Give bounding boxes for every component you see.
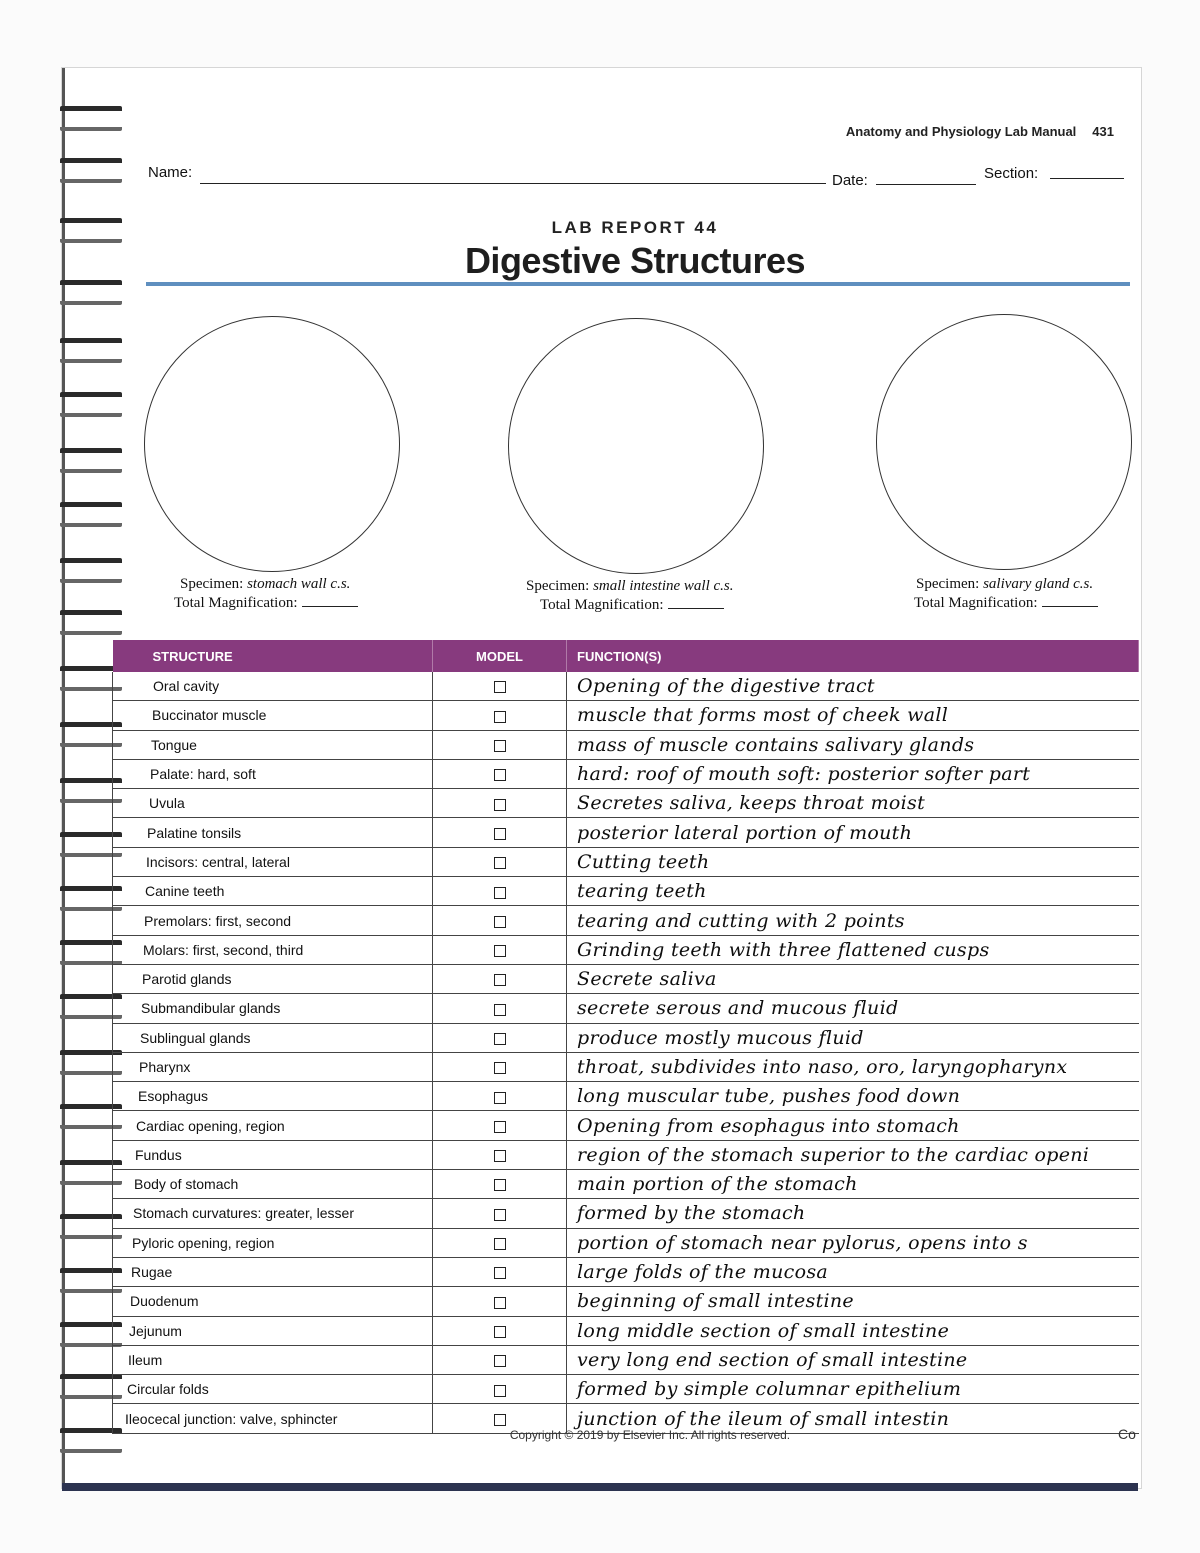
- specimen-circle-salivary-gland: [876, 314, 1132, 570]
- date-label: Date:: [832, 172, 868, 189]
- structure-cell: Uvula: [113, 789, 433, 818]
- function-cell[interactable]: hard: roof of mouth soft: posterior softer part: [567, 759, 1139, 788]
- model-checkbox[interactable]: [494, 857, 506, 869]
- table-row: [113, 730, 1139, 759]
- binder-ring: [60, 448, 122, 473]
- specimen-label: Specimen:: [916, 576, 980, 592]
- model-cell: [433, 789, 567, 818]
- function-cell[interactable]: portion of stomach near pylorus, opens into s: [567, 1228, 1139, 1257]
- table-row: [113, 701, 1139, 730]
- model-cell: [433, 1199, 567, 1228]
- section-field[interactable]: [1050, 178, 1124, 179]
- running-title: Anatomy and Physiology Lab Manual: [845, 124, 1077, 139]
- table-row: [113, 1111, 1139, 1140]
- function-cell[interactable]: Opening from esophagus into stomach: [567, 1111, 1139, 1140]
- model-checkbox[interactable]: [494, 916, 506, 928]
- binder-ring: [60, 338, 122, 363]
- table-row: [113, 759, 1139, 788]
- function-cell[interactable]: throat, subdivides into naso, oro, laryngopharynx: [567, 1052, 1139, 1081]
- binder-ring: [60, 558, 122, 583]
- specimen-label: Specimen:: [526, 578, 590, 594]
- structure-cell: Circular folds: [113, 1375, 433, 1404]
- structure-cell: Palatine tonsils: [113, 818, 433, 847]
- structure-cell: Sublingual glands: [113, 1023, 433, 1052]
- table-row: [113, 1228, 1139, 1257]
- model-cell: [433, 818, 567, 847]
- structure-cell: Ileocecal junction: valve, sphincter: [113, 1404, 433, 1433]
- title-rule: [146, 282, 1130, 286]
- model-checkbox[interactable]: [494, 974, 506, 986]
- table-row: [113, 994, 1139, 1023]
- model-checkbox[interactable]: [494, 1355, 506, 1367]
- table-row: [113, 847, 1139, 876]
- model-cell: [433, 906, 567, 935]
- function-cell[interactable]: muscle that forms most of cheek wall: [567, 701, 1139, 730]
- model-cell: [433, 1023, 567, 1052]
- structure-cell: Canine teeth: [113, 877, 433, 906]
- model-checkbox[interactable]: [494, 945, 506, 957]
- date-field[interactable]: [876, 184, 976, 185]
- function-cell[interactable]: Secrete saliva: [567, 964, 1139, 993]
- model-checkbox[interactable]: [494, 1033, 506, 1045]
- structure-cell: Duodenum: [113, 1287, 433, 1316]
- model-checkbox[interactable]: [494, 1004, 506, 1016]
- function-cell[interactable]: large folds of the mucosa: [567, 1257, 1139, 1286]
- function-cell[interactable]: posterior lateral portion of mouth: [567, 818, 1139, 847]
- model-cell: [433, 1111, 567, 1140]
- page-title: Digestive Structures: [464, 240, 806, 281]
- model-cell: [433, 1287, 567, 1316]
- function-cell[interactable]: long middle section of small intestine: [567, 1316, 1139, 1345]
- table-row: [113, 789, 1139, 818]
- model-cell: [433, 1257, 567, 1286]
- model-cell: [433, 994, 567, 1023]
- structure-cell: Stomach curvatures: greater, lesser: [113, 1199, 433, 1228]
- model-checkbox[interactable]: [494, 681, 506, 693]
- function-cell[interactable]: main portion of the stomach: [567, 1170, 1139, 1199]
- structure-cell: Body of stomach: [113, 1170, 433, 1199]
- model-cell: [433, 847, 567, 876]
- copyright-notice: Copyright © 2019 by Elsevier Inc. All rights reserved.: [509, 1428, 791, 1442]
- structure-cell: Esophagus: [113, 1082, 433, 1111]
- model-cell: [433, 730, 567, 759]
- table-row: [113, 1082, 1139, 1111]
- binder-ring: [60, 280, 122, 305]
- structure-cell: Premolars: first, second: [113, 906, 433, 935]
- model-checkbox[interactable]: [494, 1062, 506, 1074]
- structure-cell: Pharynx: [113, 1052, 433, 1081]
- specimen-circle-stomach: [144, 316, 400, 572]
- model-cell: [433, 1228, 567, 1257]
- structure-cell: Parotid glands: [113, 964, 433, 993]
- function-cell[interactable]: Cutting teeth: [567, 847, 1139, 876]
- specimen-caption-salivary-gland: [916, 575, 1098, 613]
- model-cell: [433, 964, 567, 993]
- model-checkbox[interactable]: [494, 799, 506, 811]
- model-cell: [433, 1082, 567, 1111]
- function-cell[interactable]: region of the stomach superior to the cardiac openi: [567, 1140, 1139, 1169]
- page-bottom-edge: [62, 1483, 1138, 1491]
- model-cell: [433, 1316, 567, 1345]
- structure-cell: Oral cavity: [113, 672, 433, 701]
- function-cell[interactable]: tearing and cutting with 2 points: [567, 906, 1139, 935]
- model-checkbox[interactable]: [494, 1238, 506, 1250]
- table-row: [113, 1257, 1139, 1286]
- model-checkbox[interactable]: [494, 1297, 506, 1309]
- model-column-header: MODEL: [433, 640, 567, 672]
- table-row: [113, 1052, 1139, 1081]
- magnification-label: Total Magnification:: [914, 595, 1038, 611]
- structures-table: [112, 640, 1138, 1434]
- table-row: [113, 1287, 1139, 1316]
- structure-cell: Tongue: [113, 730, 433, 759]
- cut-off-footer-text: Co: [1118, 1426, 1136, 1442]
- function-cell[interactable]: produce mostly mucous fluid: [567, 1023, 1139, 1052]
- table-row: [113, 1199, 1139, 1228]
- specimen-caption-stomach: [174, 575, 358, 613]
- table-row: [113, 877, 1139, 906]
- running-header: [846, 124, 1114, 139]
- table-row: [113, 964, 1139, 993]
- function-cell[interactable]: junction of the ileum of small intestin: [567, 1404, 1139, 1433]
- lab-report-label: LAB REPORT 44: [551, 218, 719, 237]
- model-checkbox[interactable]: [494, 1150, 506, 1162]
- model-checkbox[interactable]: [494, 711, 506, 723]
- model-cell: [433, 1140, 567, 1169]
- function-cell[interactable]: Grinding teeth with three flattened cusps: [567, 935, 1139, 964]
- table-row: [113, 1170, 1139, 1199]
- model-cell: [433, 672, 567, 701]
- model-checkbox[interactable]: [494, 1385, 506, 1397]
- magnification-field[interactable]: [668, 596, 724, 609]
- name-label: Name:: [148, 164, 193, 181]
- function-cell[interactable]: formed by simple columnar epithelium: [567, 1375, 1139, 1404]
- model-cell: [433, 1375, 567, 1404]
- model-checkbox[interactable]: [494, 887, 506, 899]
- specimen-label: Specimen:: [180, 576, 244, 592]
- function-cell[interactable]: very long end section of small intestine: [567, 1345, 1139, 1374]
- table-row: [113, 1023, 1139, 1052]
- binder-ring: [60, 502, 122, 527]
- function-cell[interactable]: tearing teeth: [567, 877, 1139, 906]
- model-checkbox[interactable]: [494, 1179, 506, 1191]
- table-row: [113, 1375, 1139, 1404]
- section-label: Section:: [984, 165, 1039, 182]
- function-cell[interactable]: secrete serous and mucous fluid: [567, 994, 1139, 1023]
- model-checkbox[interactable]: [494, 740, 506, 752]
- model-checkbox[interactable]: [494, 1326, 506, 1338]
- structure-cell: Palate: hard, soft: [113, 759, 433, 788]
- magnification-field[interactable]: [302, 594, 358, 607]
- model-cell: [433, 1170, 567, 1199]
- table-row: [113, 818, 1139, 847]
- function-cell[interactable]: beginning of small intestine: [567, 1287, 1139, 1316]
- model-checkbox[interactable]: [494, 1267, 506, 1279]
- function-cell[interactable]: Secretes saliva, keeps throat moist: [567, 789, 1139, 818]
- structure-cell: Rugae: [113, 1257, 433, 1286]
- specimen-name: small intestine wall c.s.: [593, 578, 734, 594]
- table-row: [113, 672, 1139, 701]
- model-cell: [433, 1345, 567, 1374]
- function-column-header: FUNCTION(S): [567, 640, 1139, 672]
- table-row: [113, 1345, 1139, 1374]
- function-cell[interactable]: formed by the stomach: [567, 1199, 1139, 1228]
- specimen-caption-small-intestine: [526, 577, 734, 615]
- binder-ring: [60, 158, 122, 183]
- magnification-label: Total Magnification:: [540, 597, 664, 613]
- structure-cell: Incisors: central, lateral: [113, 847, 433, 876]
- structure-cell: Molars: first, second, third: [113, 935, 433, 964]
- table-row: [113, 935, 1139, 964]
- structure-cell: Submandibular glands: [113, 994, 433, 1023]
- table-row: [113, 906, 1139, 935]
- specimen-circle-small-intestine: [508, 318, 764, 574]
- name-field[interactable]: [200, 183, 826, 184]
- table-header-row: [113, 640, 1139, 672]
- model-checkbox[interactable]: [494, 1414, 506, 1426]
- magnification-label: Total Magnification:: [174, 595, 298, 611]
- structure-cell: Ileum: [113, 1345, 433, 1374]
- model-checkbox[interactable]: [494, 1121, 506, 1133]
- structure-cell: Buccinator muscle: [113, 701, 433, 730]
- specimen-name: stomach wall c.s.: [247, 576, 351, 592]
- model-checkbox[interactable]: [494, 828, 506, 840]
- model-cell: [433, 877, 567, 906]
- binder-ring: [60, 392, 122, 417]
- structure-cell: Fundus: [113, 1140, 433, 1169]
- binder-ring: [60, 610, 122, 635]
- structure-cell: Cardiac opening, region: [113, 1111, 433, 1140]
- magnification-field[interactable]: [1042, 594, 1098, 607]
- model-cell: [433, 935, 567, 964]
- model-cell: [433, 701, 567, 730]
- function-cell[interactable]: mass of muscle contains salivary glands: [567, 730, 1139, 759]
- table-row: [113, 1140, 1139, 1169]
- function-cell[interactable]: long muscular tube, pushes food down: [567, 1082, 1139, 1111]
- structure-cell: Pyloric opening, region: [113, 1228, 433, 1257]
- model-checkbox[interactable]: [494, 1209, 506, 1221]
- model-cell: [433, 1052, 567, 1081]
- binder-ring: [60, 106, 122, 131]
- function-cell[interactable]: Opening of the digestive tract: [567, 672, 1139, 701]
- structure-cell: Jejunum: [113, 1316, 433, 1345]
- model-checkbox[interactable]: [494, 769, 506, 781]
- model-cell: [433, 759, 567, 788]
- table-row: [113, 1316, 1139, 1345]
- specimen-name: salivary gland c.s.: [983, 576, 1094, 592]
- structure-column-header: STRUCTURE: [113, 640, 433, 672]
- model-checkbox[interactable]: [494, 1092, 506, 1104]
- page-number: 431: [1092, 124, 1114, 139]
